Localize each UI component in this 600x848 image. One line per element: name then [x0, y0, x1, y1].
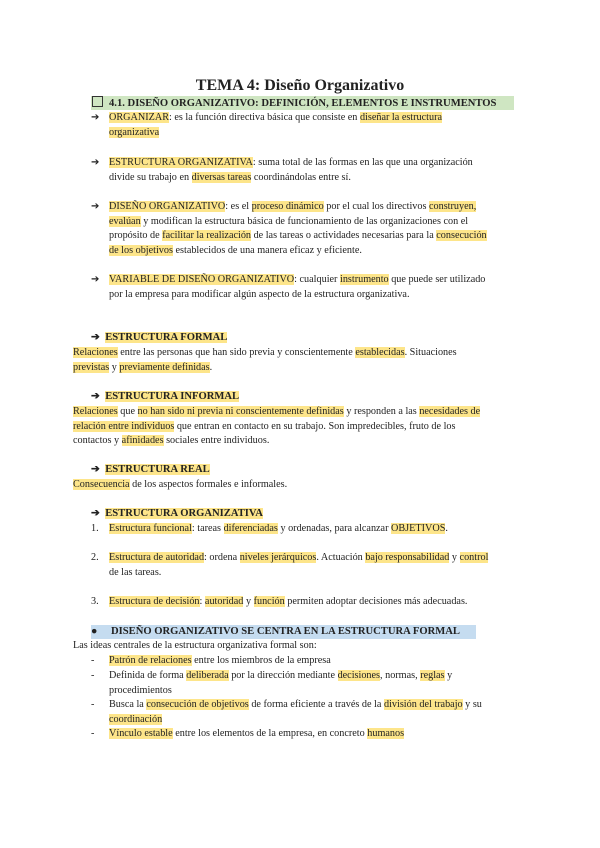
bullet-icon: ● [91, 626, 98, 637]
section-heading-text: 4.1. DISEÑO ORGANIZATIVO: DEFINICIÓN, ELEMENTOS E INSTRUMENTOS [109, 98, 497, 109]
arrow-icon: ➔ [91, 332, 100, 343]
intro-text: Las ideas centrales de la estructura organizativa formal son: [73, 640, 317, 651]
definition-variable-diseno: ➔ VARIABLE DE DISEÑO ORGANIZATIVO: cualquier instrumento que puede ser utilizado por la empresa para modificar algún aspecto de la estructura organizativa. [91, 274, 486, 300]
paragraph-estructura-informal: Relaciones que no han sido ni previa ni conscientemente definidas y responden a las necesidades de relación entre individuos que entran en contacto en su trabajo. Son impredecibles, fruto de los contactos y afinidades sociales entre individuos. [73, 406, 481, 447]
term: VARIABLE DE DISEÑO ORGANIZATIVO [109, 274, 295, 285]
list-item: 1. Estructura funcional: tareas diferenciadas y ordenadas, para alcanzar OBJETIVOS. [91, 523, 448, 534]
subheading-estructura-informal: ➔ ESTRUCTURA INFORMAL [91, 391, 240, 402]
term: ORGANIZAR [109, 112, 169, 123]
arrow-icon: ➔ [91, 464, 100, 475]
term: ESTRUCTURA ORGANIZATIVA [109, 157, 253, 168]
arrow-icon: ➔ [91, 274, 100, 285]
list-item: - Definida de forma deliberada por la dirección mediante decisiones, normas, reglas y procedimientos [91, 670, 453, 696]
page-title: TEMA 4: Diseño Organizativo [195, 77, 405, 94]
subheading-estructura-organizativa: ➔ ESTRUCTURA ORGANIZATIVA [91, 508, 263, 519]
definition-organizar: ➔ ORGANIZAR: es la función directiva básica que consiste en diseñar la estructura organizativa [91, 112, 442, 138]
arrow-icon: ➔ [91, 201, 100, 212]
paragraph-estructura-formal: Relaciones entre las personas que han sido previa y conscientemente establecidas. Situaciones previstas y previamente definidas. [73, 347, 457, 373]
definition-estructura-organizativa: ➔ ESTRUCTURA ORGANIZATIVA: suma total de las formas en las que una organización divide su trabajo en diversas tareas coordinándolas entre sí. [91, 157, 473, 183]
subheading-estructura-formal: ➔ ESTRUCTURA FORMAL [91, 332, 228, 343]
term: DISEÑO ORGANIZATIVO [109, 201, 226, 212]
list-item: - Busca la consecución de objetivos de forma eficiente a través de la división del trabajo y su coordinación [91, 699, 482, 725]
list-item: 3. Estructura de decisión: autoridad y función permiten adoptar decisiones más adecuadas. [91, 596, 468, 607]
arrow-icon: ➔ [91, 157, 100, 168]
arrow-icon: ➔ [91, 508, 100, 519]
list-item: - Patrón de relaciones entre los miembros de la empresa [91, 655, 331, 666]
section-heading-estructura-formal: ● DISEÑO ORGANIZATIVO SE CENTRA EN LA ESTRUCTURA FORMAL [91, 625, 476, 639]
section-heading-4-1 [91, 96, 514, 110]
list-item: - Vínculo estable entre los elementos de la empresa, en concreto humanos [91, 728, 405, 739]
subheading-estructura-real: ➔ ESTRUCTURA REAL [91, 464, 210, 475]
arrow-icon: ➔ [91, 112, 100, 123]
arrow-icon: ➔ [91, 391, 100, 402]
empty-checkbox-icon [92, 96, 103, 107]
paragraph-estructura-real: Consecuencia de los aspectos formales e informales. [73, 479, 288, 490]
list-item: 2. Estructura de autoridad: ordena niveles jerárquicos. Actuación bajo responsabilidad y control de las tareas. [91, 552, 489, 578]
definition-diseno-organizativo: ➔ DISEÑO ORGANIZATIVO: es el proceso dinámico por el cual los directivos construyen, evalúan y modifican la estructura básica de funcionamiento de las organizaciones con el propósito de facilitar la realización de las tareas o actividades necesarias para la consecución de los objetivos establecidos de una manera eficaz y eficiente. [91, 201, 487, 256]
